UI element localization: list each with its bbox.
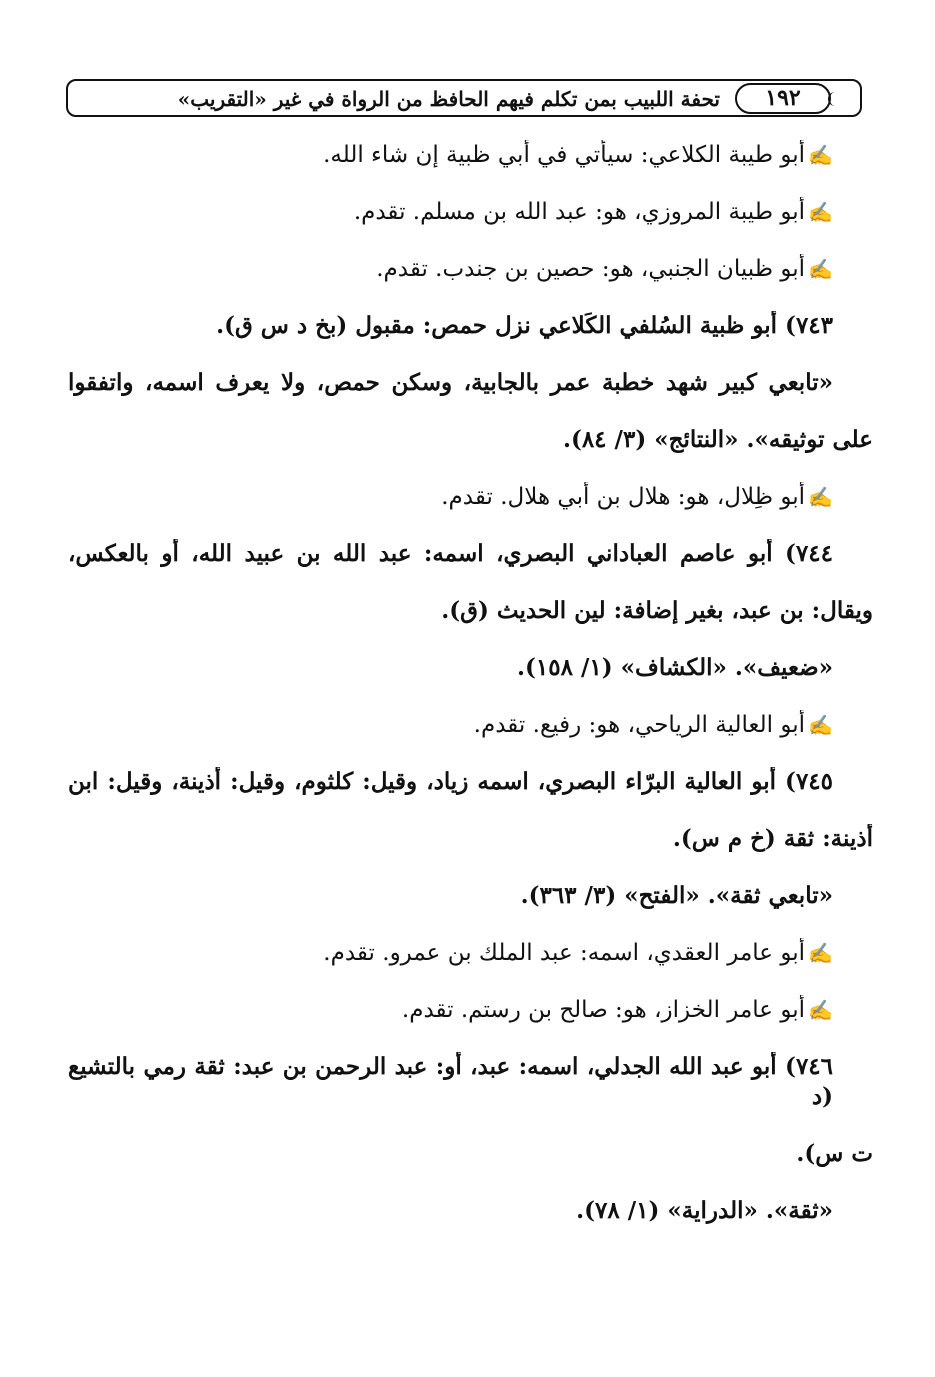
numbered-entry xyxy=(68,1052,873,1112)
entry-line xyxy=(68,197,873,227)
quill-icon: ✍ xyxy=(808,143,833,167)
page-number: ١٩٢ xyxy=(735,83,831,114)
entry-line xyxy=(68,140,873,170)
entry-text: ويقال: بن عبد، بغير إضافة: لين الحديث (ق). xyxy=(441,597,873,624)
commentary-line xyxy=(68,1196,873,1226)
quill-icon: ✍ xyxy=(808,200,833,224)
numbered-entry xyxy=(68,767,873,797)
entry-line xyxy=(68,254,873,284)
page-body xyxy=(68,140,873,1226)
entry-text: ٧٤٦) أبو عبد الله الجدلي، اسمه: عبد، أو: عبد الرحمن بن عبد: ثقة رمي بالتشيع (د xyxy=(68,1053,833,1110)
numbered-entry xyxy=(68,311,873,341)
entry-text: أبو عامر الخزاز، هو: صالح بن رستم. تقدم. xyxy=(401,997,805,1023)
quill-icon: ✍ xyxy=(808,998,833,1022)
quill-icon: ✍ xyxy=(808,257,833,281)
entry-line xyxy=(68,938,873,968)
entry-text: أبو طيبة الكلاعي: سيأتي في أبي ظبية إن شاء الله. xyxy=(323,142,805,168)
quill-icon: ✍ xyxy=(808,941,833,965)
commentary-line xyxy=(68,425,873,455)
entry-line xyxy=(68,710,873,740)
entry-line xyxy=(68,482,873,512)
entry-text: أبو ظبيان الجنبي، هو: حصين بن جندب. تقدم. xyxy=(376,256,805,282)
entry-text: «تابعي كبير شهد خطبة عمر بالجابية، وسكن حمص، ولا يعرف اسمه، واتفقوا xyxy=(68,369,833,396)
entry-text: أبو العالية الرياحي، هو: رفيع. تقدم. xyxy=(473,712,805,738)
entry-text: ٧٤٥) أبو العالية البرّاء البصري، اسمه زياد، وقيل: كلثوم، وقيل: أذينة، وقيل: ابن xyxy=(68,768,833,795)
commentary-line xyxy=(68,368,873,398)
entry-text: «تابعي ثقة». «الفتح» (٣/ ٣٦٣). xyxy=(520,882,833,909)
commentary-line xyxy=(68,653,873,683)
entry-text: أذينة: ثقة (خ م س). xyxy=(672,825,873,852)
numbered-entry-continued xyxy=(68,596,873,626)
running-header-title: تحفة اللبيب بمن تكلم فيهم الحافظ من الرواة في غير «التقريب» xyxy=(177,87,720,111)
numbered-entry-continued xyxy=(68,1139,873,1169)
quill-icon: ✍ xyxy=(808,713,833,737)
entry-text: أبو عامر العقدي، اسمه: عبد الملك بن عمرو. تقدم. xyxy=(323,940,805,966)
numbered-entry xyxy=(68,539,873,569)
quill-icon: ✍ xyxy=(808,485,833,509)
numbered-entry-continued xyxy=(68,824,873,854)
entry-text: «ضعيف». «الكشاف» (١/ ١٥٨). xyxy=(517,654,833,681)
page-number-ornament xyxy=(828,92,838,106)
entry-text: ٧٤٣) أبو ظبية السُلفي الكَلاعي نزل حمص: مقبول (بخ د س ق). xyxy=(216,312,833,339)
entry-line xyxy=(68,995,873,1025)
entry-text: أبو طيبة المروزي، هو: عبد الله بن مسلم. تقدم. xyxy=(353,199,805,225)
entry-text: «ثقة». «الدراية» (١/ ٧٨). xyxy=(576,1197,833,1224)
commentary-line xyxy=(68,881,873,911)
entry-text: أبو ظِلال، هو: هلال بن أبي هلال. تقدم. xyxy=(441,484,805,510)
entry-text: ٧٤٤) أبو عاصم العباداني البصري، اسمه: عبد الله بن عبيد الله، أو بالعكس، xyxy=(68,540,833,567)
entry-text: على توثيقه». «النتائج» (٣/ ٨٤). xyxy=(562,426,873,453)
entry-text: ت س). xyxy=(796,1140,873,1167)
